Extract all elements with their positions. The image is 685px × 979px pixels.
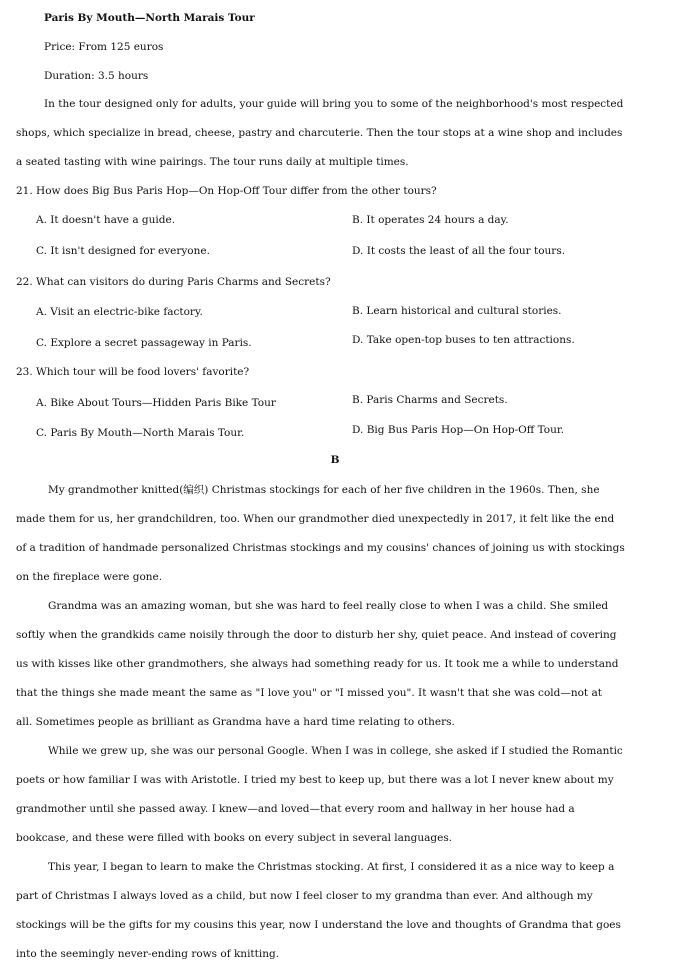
question-stem: 23. Which tour will be food lovers' favorite? bbox=[16, 366, 250, 378]
option-a: A. It doesn't have a guide. bbox=[36, 214, 176, 226]
passage-line: of a tradition of handmade personalized Christmas stockings and my cousins' chances of joining us with stockings bbox=[16, 542, 625, 554]
passage-line: made them for us, her grandchildren, too. When our grandmother died unexpectedly in 2017, it felt like the end bbox=[16, 513, 615, 525]
passage-line: on the fireplace were gone. bbox=[16, 571, 163, 583]
option-c: C. Paris By Mouth—North Marais Tour. bbox=[36, 427, 245, 439]
tour-description-line: shops, which specialize in bread, cheese, pastry and charcuterie. Then the tour stops at a wine shop and includes bbox=[16, 127, 623, 139]
option-a: A. Visit an electric-bike factory. bbox=[36, 306, 203, 318]
question-stem: 21. How does Big Bus Paris Hop—On Hop-Off Tour differ from the other tours? bbox=[16, 185, 437, 197]
passage-line: part of Christmas I always loved as a child, but now I feel closer to my grandma than ever. And although my bbox=[16, 890, 593, 902]
passage-line: bookcase, and these were filled with books on every subject in several languages. bbox=[16, 832, 453, 844]
option-c: C. Explore a secret passageway in Paris. bbox=[36, 337, 252, 349]
section-heading: B bbox=[330, 454, 340, 466]
passage-line: poets or how familiar I was with Aristotle. I tried my best to keep up, but there was a lot I never knew about my bbox=[16, 774, 614, 786]
option-b: B. It operates 24 hours a day. bbox=[352, 214, 509, 226]
passage-line: Grandma was an amazing woman, but she was hard to feel really close to when I was a child. She smiled bbox=[48, 600, 609, 612]
passage-line: that the things she made meant the same as "I love you" or "I missed you". It wasn't that she was cold—not at bbox=[16, 687, 602, 699]
option-d: D. It costs the least of all the four tours. bbox=[352, 245, 566, 257]
passage-line: us with kisses like other grandmothers, she always had something ready for us. It took me a while to understand bbox=[16, 658, 619, 670]
option-d: D. Take open-top buses to ten attractions. bbox=[352, 334, 575, 346]
passage-line: grandmother until she passed away. I knew—and loved—that every room and hallway in her house had a bbox=[16, 803, 575, 815]
passage-line: While we grew up, she was our personal Google. When I was in college, she asked if I studied the Romantic bbox=[48, 745, 623, 757]
tour-description-line: a seated tasting with wine pairings. The tour runs daily at multiple times. bbox=[16, 156, 409, 168]
option-b: B. Paris Charms and Secrets. bbox=[352, 394, 508, 406]
tour-duration: Duration: 3.5 hours bbox=[44, 70, 149, 82]
passage-line: softly when the grandkids came noisily through the door to disturb her shy, quiet peace. And instead of covering bbox=[16, 629, 617, 641]
option-a: A. Bike About Tours—Hidden Paris Bike Tour bbox=[36, 397, 276, 409]
passage-line: My grandmother knitted(编织) Christmas stockings for each of her five children in the 1960s. Then, she bbox=[48, 484, 600, 496]
option-d: D. Big Bus Paris Hop—On Hop-Off Tour. bbox=[352, 424, 565, 436]
passage-line: This year, I began to learn to make the Christmas stocking. At first, I considered it as a nice way to keep a bbox=[48, 861, 615, 873]
passage-line: into the seemingly never-ending rows of knitting. bbox=[16, 948, 280, 960]
passage-line: all. Sometimes people as brilliant as Grandma have a hard time relating to others. bbox=[16, 716, 455, 728]
option-b: B. Learn historical and cultural stories. bbox=[352, 305, 562, 317]
tour-price: Price: From 125 euros bbox=[44, 41, 164, 53]
tour-description-line: In the tour designed only for adults, your guide will bring you to some of the neighborhood's most respected bbox=[44, 98, 624, 110]
tour-title: Paris By Mouth—North Marais Tour bbox=[44, 12, 255, 24]
passage-line: stockings will be the gifts for my cousins this year, now I understand the love and thoughts of Grandma that goes bbox=[16, 919, 621, 931]
option-c: C. It isn't designed for everyone. bbox=[36, 245, 210, 257]
question-stem: 22. What can visitors do during Paris Charms and Secrets? bbox=[16, 276, 331, 288]
